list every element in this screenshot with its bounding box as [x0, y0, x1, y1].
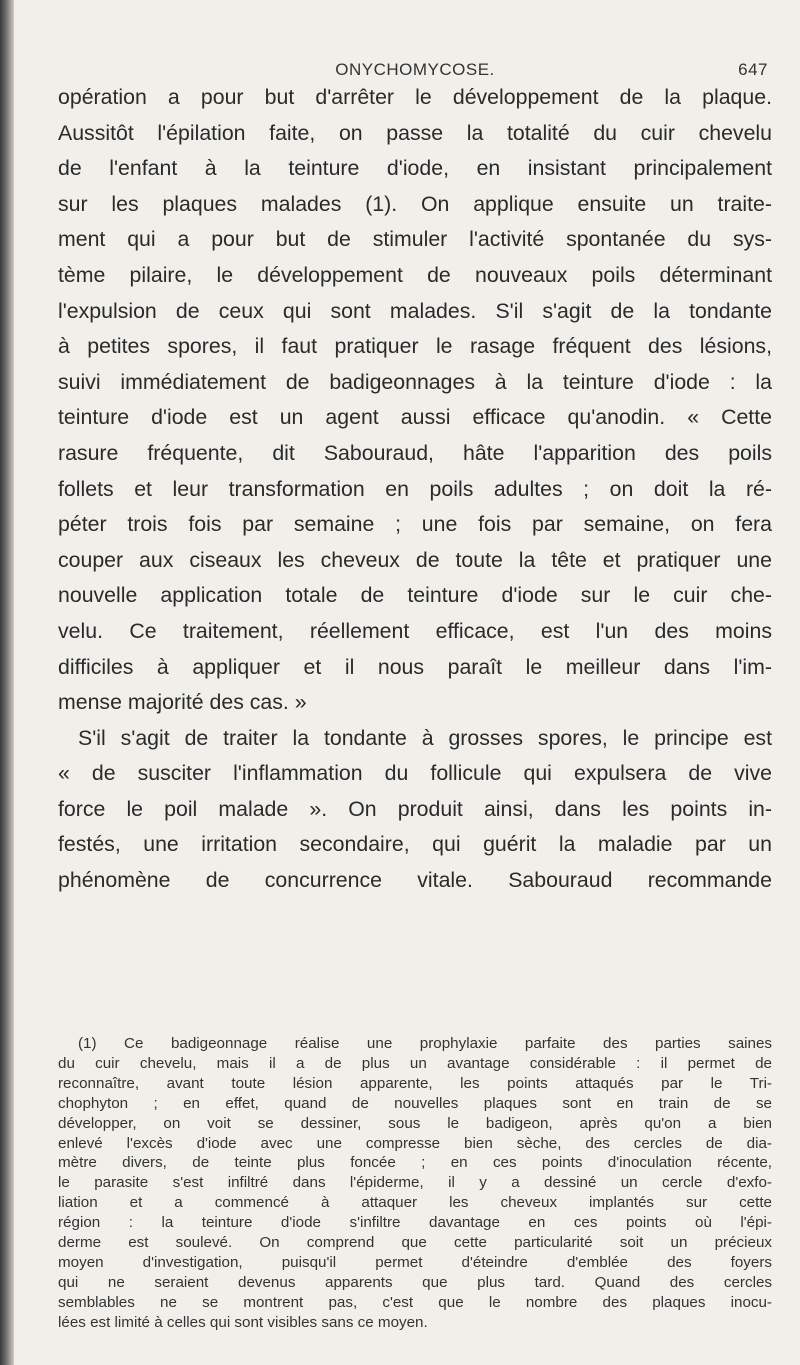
footnote-line: qui ne seraient devenus apparents que plus tard. Quand des cercles [58, 1273, 772, 1291]
body-line: festés, une irritation secondaire, qui guérit la maladie par un [58, 832, 772, 857]
body-line: ment qui a pour but de stimuler l'activité spontanée du sys- [58, 227, 772, 252]
footnote-line: semblables ne se montrent pas, c'est que le nombre des plaques inocu- [58, 1293, 772, 1311]
body-line: teinture d'iode est un agent aussi efficace qu'anodin. « Cette [58, 405, 772, 430]
body-line: tème pilaire, le développement de nouveaux poils déterminant [58, 262, 772, 287]
footnote [58, 1034, 772, 1333]
body-line: péter trois fois par semaine ; une fois par semaine, on fera [58, 512, 772, 537]
book-spine-shadow [0, 0, 14, 1365]
body-line: rasure fréquente, dit Sabouraud, hâte l'apparition des poils [58, 440, 772, 465]
footnote-line: mètre divers, de teinte plus foncée ; en ces points d'inoculation récente, [58, 1154, 772, 1172]
body-line: velu. Ce traitement, réellement efficace, est l'un des moins [58, 618, 772, 643]
footnote-line: moyen d'investigation, puisqu'il permet d'éteindre d'emblée des foyers [58, 1253, 772, 1271]
body-line: mense majorité des cas. » [58, 690, 307, 715]
body-line: couper aux ciseaux les cheveux de toute la tête et pratiquer une [58, 547, 772, 572]
footnote-line: derme est soulevé. On comprend que cette particularité soit un précieux [58, 1234, 772, 1252]
body-line: de l'enfant à la teinture d'iode, en insistant principalement [58, 156, 772, 181]
footnote-line: développer, on voit se dessiner, sous le badigeon, après qu'on a bien [58, 1114, 772, 1132]
body-line: sur les plaques malades (1). On applique ensuite un traite- [58, 191, 772, 216]
body-line: opération a pour but d'arrêter le développement de la plaque. [58, 85, 772, 109]
body-text [58, 80, 772, 899]
footnote-line: (1) Ce badigeonnage réalise une prophylaxie parfaite des parties saines [78, 1035, 772, 1052]
body-line: suivi immédiatement de badigeonnages à la teinture d'iode : la [58, 369, 772, 394]
footnote-line: chophyton ; en effet, quand de nouvelles plaques sont en train de se [58, 1094, 772, 1112]
running-title: ONYCHOMYCOSE. [335, 60, 495, 79]
footnote-line: reconnaître, avant toute lésion apparente, les points attaqués par le Tri- [58, 1074, 772, 1092]
body-line: nouvelle application totale de teinture d'iode sur le cuir che- [58, 583, 772, 608]
body-line: force le poil malade ». On produit ainsi, dans les points in- [58, 796, 772, 821]
body-line: phénomène de concurrence vitale. Sabouraud recommande [58, 868, 772, 893]
page-number: 647 [738, 60, 768, 79]
body-line: à petites spores, il faut pratiquer le rasage fréquent des lésions, [58, 334, 772, 359]
book-page [58, 0, 772, 1365]
body-line: follets et leur transformation en poils adultes ; on doit la ré- [58, 476, 772, 501]
footnote-line: région : la teinture d'iode s'infiltre davantage en ces points où l'épi- [58, 1214, 772, 1232]
body-line: l'expulsion de ceux qui sont malades. S'il s'agit de la tondante [58, 298, 772, 323]
footnote-line: le parasite s'est infiltré dans l'épiderme, il y a dessiné un cercle d'exfo- [58, 1174, 772, 1192]
footnote-line: liation et a commencé à attaquer les cheveux implantés sur cette [58, 1194, 772, 1212]
body-line: difficiles à appliquer et il nous paraît le meilleur dans l'im- [58, 654, 772, 679]
body-line: S'il s'agit de traiter la tondante à grosses spores, le principe est [78, 725, 772, 750]
footnote-line: du cuir chevelu, mais il a de plus un avantage considérable : il permet de [58, 1054, 772, 1072]
footnote-line: enlevé l'excès d'iode avec une compresse bien sèche, des cercles de dia- [58, 1134, 772, 1152]
body-line: Aussitôt l'épilation faite, on passe la totalité du cuir chevelu [58, 120, 772, 145]
body-line: « de susciter l'inflammation du follicule qui expulsera de vive [58, 761, 772, 786]
footnote-line: lées est limité à celles qui sont visibles sans ce moyen. [58, 1313, 428, 1331]
